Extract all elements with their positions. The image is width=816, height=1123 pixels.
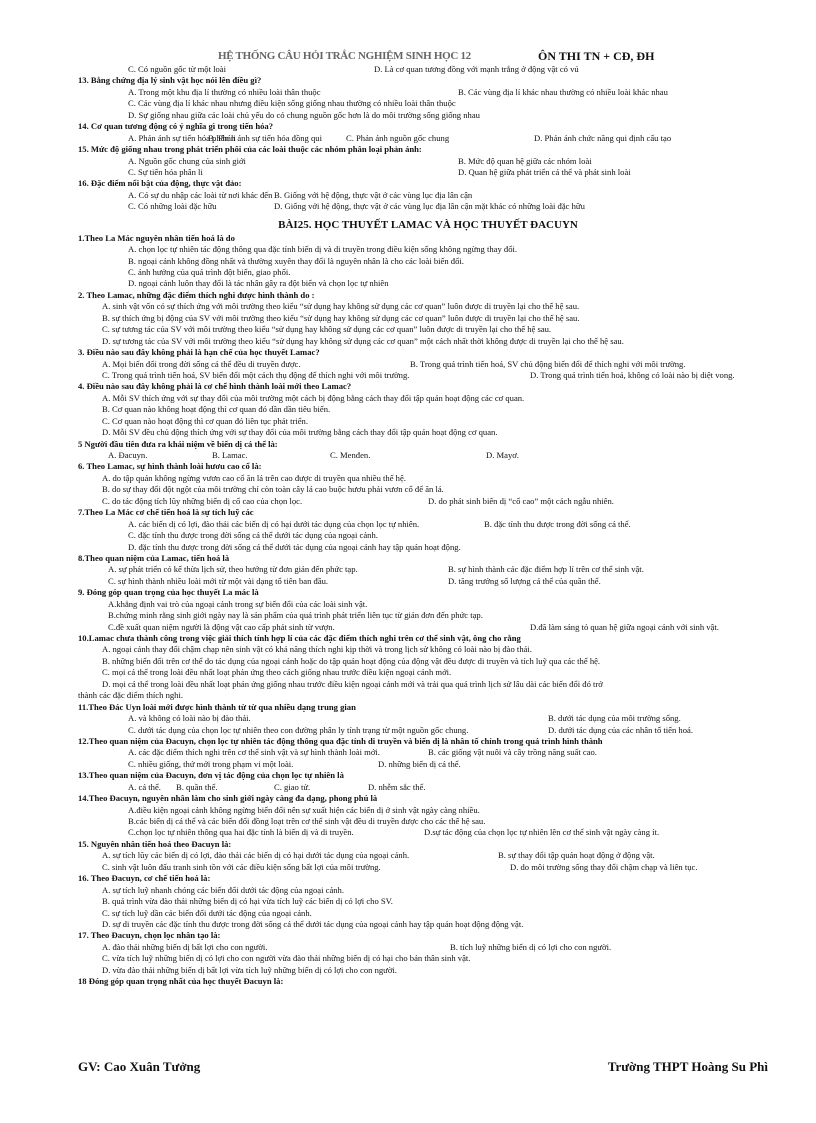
option-d: D. Giống với hệ động, thực vật ở các vùng lục địa lân cận mặt khác có những loài đặc hữu — [274, 201, 585, 212]
option-b: B. quần thể. — [176, 781, 218, 792]
option-b: B. Trong quá trình tiến hoá, SV chủ động biến đổi để thích nghi với môi trường. — [410, 358, 686, 369]
option-d: D.đã làm sáng tỏ quan hệ giữa ngoại cảnh với sinh vật. — [530, 621, 719, 632]
option-b: B. Lamac. — [212, 450, 248, 460]
option-a: A. chọn lọc tự nhiên tác động thông qua đặc tính biến dị và di truyền trong điều kiện sống không ngừng thay đổi. — [128, 244, 518, 255]
option-b: B. ngoại cảnh không đồng nhất và thường xuyên thay đổi là nguyên nhân là cho các loài biến đổi. — [128, 255, 464, 266]
option-c: C. sự hình thành nhiều loài mới từ một vài dạng tổ tiên ban đầu. — [108, 575, 329, 586]
answer-row — [78, 862, 778, 873]
option-b: B. Mức độ quan hệ giữa các nhóm loài — [458, 155, 592, 166]
answer-row — [78, 759, 778, 770]
answer-row — [78, 850, 778, 861]
question: 1.Theo La Mác nguyên nhân tiến hoá là do — [78, 232, 235, 243]
option-c: C. dưới tác dụng của chọn lọc tự nhiên theo con đường phân ly tính trạng từ một nguồn gốc chung. — [128, 724, 469, 735]
option-c: C. Phản ánh nguồn gốc chung — [346, 132, 450, 143]
option-b: B. dưới tác dụng của môi trường sống. — [548, 713, 681, 724]
question: 8.Theo quan niệm của Lamac, tiến hoá là — [78, 552, 230, 563]
answer-row — [78, 519, 778, 530]
option-d: D. mọi cá thể trong loài đều nhất loạt phản ứng giống nhau trước điều kiện ngoại cảnh mới và trải qua quá trình lịch sử lâu dài các biến đổi đó trở — [102, 678, 603, 689]
answer-row — [78, 725, 778, 736]
option-b: B. Giống với hệ động, thực vật ở các vùng lục địa lân cận — [274, 189, 473, 200]
option-d: D. Quan hệ giữa phát triển cá thể và phát sinh loài — [458, 166, 631, 177]
header-title: HỆ THỐNG CÂU HỎI TRẮC NGHIỆM SINH HỌC 12 — [218, 50, 471, 62]
school-name: Trường THPT Hoàng Su Phì — [607, 1059, 768, 1074]
option-d: D.sự tác động của chọn lọc tự nhiên lên cơ thể sinh vật ngày càng ít. — [424, 827, 660, 838]
option-d: D. đặc tính thu được trong đời sống cá thể dưới tác dụng của ngoại cảnh hay tập quán hoạt động. — [128, 541, 461, 552]
option-b: B.các biến dị cá thể và các biến đổi đồng loạt trên cơ thể sinh vật đều di truyền được cho các thế hệ sau. — [128, 816, 486, 826]
option-c: C. Cơ quan nào hoạt động thì cơ quan đó liên tục phát triển. — [102, 415, 308, 426]
option-a: A. sinh vật vốn có sự thích ứng với môi trường theo kiểu “sử dụng hay không sử dụng các cơ quan” luôn được di truyền lại cho thế hệ sau. — [102, 301, 580, 312]
question: 15. Mức độ giống nhau trong phát triển phôi của các loài thuộc các nhóm phân loại phản ánh: — [78, 144, 422, 155]
option-d: D. Phản ánh chức năng qui định cấu tạo — [534, 132, 672, 143]
option-a: A. cá thể. — [128, 781, 161, 792]
answer-row — [78, 782, 778, 793]
answer-row — [78, 450, 778, 461]
option-a: A. ngoại cảnh thay đổi chậm chạp nên sinh vật có khả năng thích nghi kịp thời và trong lịch sử không có loài nào bị đào thải. — [102, 644, 532, 655]
option-a: A. Trong một khu địa lí thường có nhiều loài thân thuộc — [128, 86, 321, 97]
question: 5 Người đầu tiên đưa ra khái niệm về biến dị cá thể là: — [78, 438, 278, 449]
option-b: B. Cơ quan nào không hoạt động thì cơ quan đó dần dần tiêu biến. — [102, 404, 331, 415]
option-d: D. Sự giống nhau giữa các loài chủ yếu do có chung nguồn gốc hơn là do môi trường sống giống nhau — [128, 109, 480, 120]
question: 16. Đặc điểm nổi bật của động, thực vật đảo: — [78, 178, 242, 189]
question: 10.Lamac chưa thành công trong việc giải thích tính hợp lí của các đặc điểm thích nghi trên cơ thể sinh vật, ông cho rằng — [78, 633, 521, 643]
option-a: A. và không có loài nào bị đào thải. — [128, 713, 251, 724]
option-a: A. các đặc điểm thích nghi trên cơ thể sinh vật và sự hình thành loài mới. — [128, 747, 380, 758]
option-c: C. giao tử. — [274, 781, 311, 792]
option-c: C. nhiều giống, thứ mới trong phạm vi một loài. — [128, 758, 294, 769]
option-d-continued: thành các đặc điểm thích nghi. — [78, 690, 183, 701]
option-c: C. sự tương tác của SV với môi trường theo kiểu “sử dụng hay không sử dụng các cơ quan” luôn được di truyền lại cho thế hệ sau. — [102, 324, 552, 335]
option-a: A. Nguồn gốc chung của sinh giới — [128, 155, 246, 166]
option-b: B.chứng minh rằng sinh giới ngày nay là sản phẩm của quá trình phát triển liên tục từ giản đơn đến phức tạp. — [108, 610, 483, 621]
option-b: B. sự hình thành các đặc điểm hợp lí trên cơ thể sinh vật. — [448, 564, 644, 575]
option-c: C. đặc tính thu được trong đời sống cá thể dưới tác dụng của ngoại cảnh. — [128, 530, 378, 541]
option-d: D. dưới tác dụng của các nhân tố tiến hoá. — [548, 724, 693, 735]
answer-row — [78, 496, 778, 507]
answer-row — [78, 942, 778, 953]
option-a: A.điều kiện ngoại cảnh không ngừng biến đổi nên sự xuất hiện các biến dị ở sinh vật ngày càng nhiều. — [128, 804, 480, 815]
option-c: C. ảnh hưởng của quá trình đột biến, giao phối. — [128, 267, 291, 277]
option-c: C. mọi cá thể trong loài đều nhất loạt phản ứng theo cách giống nhau trước điều kiện ngoại cảnh mới. — [102, 667, 452, 678]
answer-row — [78, 156, 778, 167]
option-d: D. Mỗi SV đều chủ động thích ứng với sự thay đổi của môi trường bằng cách thay đổi tập quán hoạt động cơ quan. — [102, 427, 498, 438]
header-exam: ÔN THI TN + CĐ, ĐH — [538, 49, 655, 63]
answer-row — [78, 622, 778, 633]
option-c: C. Các vùng địa lí khác nhau nhưng điều kiện sống giống nhau thường có nhiều loài thân thuộc — [128, 98, 456, 109]
question: 14.Theo Đacuyn, nguyên nhân làm cho sinh giới ngày càng đa dạng, phong phú là — [78, 793, 378, 804]
answer-row — [78, 190, 778, 201]
option-c: C. do tác động tích lũy những biến dị cổ cao của chọn lọc. — [102, 495, 303, 506]
answer-row — [78, 747, 778, 758]
option-a: A. đào thải những biến dị bất lợi cho con người. — [102, 941, 268, 952]
question: 4. Điều nào sau đây không phải là cơ chế hình thành loài mới theo Lamac? — [78, 381, 352, 392]
option-a: A. Mỗi SV thích ứng với sự thay đổi của môi trường một cách bị động bằng cách thay đổi tập quán hoạt động các cơ quan. — [102, 392, 525, 403]
option-b: B. sự thay đổi tập quán hoạt động ở động vật. — [498, 850, 655, 861]
option-a: A. Đacuyn. — [108, 450, 148, 460]
option-d: D. nhễm sắc thể. — [368, 781, 426, 792]
answer-row — [78, 133, 778, 144]
option-b: B. đặc tính thu được trong đời sống cá thể. — [484, 518, 631, 529]
document-content — [78, 64, 778, 988]
option-d: D. những biến dị cá thể. — [378, 758, 461, 769]
option-d: D. ngoại cảnh luôn thay đổi là tác nhân gây ra đột biến và chọn lọc tự nhiên — [128, 278, 389, 289]
option-c: C. Menđen. — [330, 450, 371, 460]
option-d: D. sự di truyền các đặc tính thu được trong đời sống cá thể dưới tác dụng của ngoại cảnh hay tập quán hoạt động động vật. — [102, 918, 524, 929]
question: 13. Bằng chứng địa lý sinh vật học nói lên điều gì? — [78, 75, 262, 86]
teacher-name: GV: Cao Xuân Tưởng — [78, 1059, 201, 1074]
option-a: A. các biến dị có lợi, đào thải các biến dị có hại dưới tác dụng của chọn lọc tự nhiên. — [128, 518, 420, 529]
answer-row — [78, 64, 778, 75]
option-b: B. Phản ánh sự tiến hóa đồng qui — [208, 132, 322, 143]
question: 7.Theo La Mác cơ chế tiến hoá là sự tích luỹ các — [78, 507, 254, 518]
option-c: C. sự tích luỹ dần các biến đổi dưới tác động của ngoại cảnh. — [102, 907, 312, 918]
option-d: D. tăng trưởng số lượng cá thể của quần thể. — [448, 575, 601, 586]
question: 13.Theo quan niệm của Đacuyn, đơn vị tác động của chọn lọc tự nhiên là — [78, 770, 344, 781]
question: 16. Theo Đacuyn, cơ chế tiến hoá là: — [78, 873, 211, 884]
question: 17. Theo Đacuyn, chọn lọc nhân tạo là: — [78, 930, 221, 941]
option-a: A. do tập quán không ngừng vươn cao cổ ăn lá trên cao được di truyền qua nhiều thế hệ. — [102, 472, 406, 483]
option-a: A. Phản ánh sự tiến hóa phân li — [128, 132, 236, 143]
option-a: A. Có sự du nhập các loài từ nơi khác đến — [128, 189, 273, 200]
option-c: C.chọn lọc tự nhiên thông qua hai đặc tính là biến dị và di truyền. — [128, 827, 354, 838]
page-header — [0, 50, 816, 64]
answer-row — [78, 167, 778, 178]
question: 11.Theo Đác Uyn loài mới được hình thành từ từ qua nhiều dạng trung gian — [78, 701, 356, 712]
option-d: D. vừa đào thải những biến dị bất lợi vừa tích luỹ những biến dị có lợi cho con người. — [102, 964, 397, 975]
option-d: D. Là cơ quan tương đồng với mạnh trắng ở động vật có vú — [374, 64, 579, 74]
answer-row — [78, 827, 778, 838]
option-c: C. sinh vật luôn đấu tranh sinh tồn với các điều kiện sống bất lợi của môi trường. — [102, 861, 381, 872]
question: 14. Cơ quan tương động có ý nghĩa gì trong tiến hóa? — [78, 121, 274, 132]
option-b: B. do sự thay đổi đột ngột của môi trường chỉ còn toàn cây lá cao buộc hươu phải vươn cổ để ăn lá. — [102, 484, 444, 495]
option-c: C. Có những loài đặc hữu — [128, 201, 217, 212]
option-c: C. vừa tích luỹ những biến dị có lợi cho con người vừa đào thải những biến dị có hại cho bản thân sinh vật. — [102, 953, 471, 964]
option-c: C. Trong quá trình tiến hoá, SV biến đổi một cách thụ động để thích nghi với môi trường. — [102, 369, 410, 380]
option-d: D. Trong quá trình tiến hoá, không có loài nào bị diệt vong. — [530, 369, 735, 380]
option-b: B. quá trình vừa đào thải những biến dị có hại vừa tích luỹ các biến dị có lợi cho SV. — [102, 896, 393, 907]
option-b: B. sự thích ứng bị động của SV với môi trường theo kiểu “sử dụng hay không sử dụng các cơ quan” luôn được di truyền lại cho thế hệ sau. — [102, 312, 580, 323]
option-c: C. Sự tiến hóa phân li — [128, 166, 203, 177]
answer-row — [78, 564, 778, 575]
option-a: A. Mọi biến đổi trong đời sống cá thể đều di truyền được. — [102, 358, 301, 369]
option-d: D. do phát sinh biến dị “cổ cao” một cách ngẫu nhiên. — [428, 495, 614, 506]
question: 2. Theo Lamac, những đặc điểm thích nghi được hình thành do : — [78, 289, 315, 300]
answer-row — [78, 576, 778, 587]
question: 15. Nguyên nhân tiến hoá theo Đacuyn là: — [78, 838, 232, 849]
answer-row — [78, 713, 778, 724]
option-a: A. sự tích lũy các biến dị có lợi, đào thải các biến dị có hại dưới tác dụng của ngoại cảnh. — [102, 850, 410, 861]
question: 12.Theo quan niệm của Đacuyn, chọn lọc tự nhiên tác động thông qua đặc tính di truyền và biến dị là nhân tố chính trong quá trình hình thành — [78, 735, 603, 746]
question: 6. Theo Lamac, sự hình thành loài hươu cao cổ là: — [78, 461, 262, 472]
option-b: B. các giống vật nuôi và cây trồng năng suất cao. — [428, 747, 597, 758]
option-c: C.đề xuất quan niệm người là động vật cao cấp phát sinh từ vượn. — [108, 621, 335, 632]
option-a: A.khẳng định vai trò của ngoại cảnh trong sự biến đổi của các loài sinh vật. — [108, 598, 368, 609]
option-d: D. do môi trường sống thay đổi chậm chạp và liên tục. — [510, 861, 698, 872]
option-b: B. những biến đổi trên cơ thể do tác dụng của ngoại cảnh hoặc do tập quán hoạt động của động vật đều được di truyền và tích luỹ qua các thế hệ. — [102, 655, 601, 666]
question: 18 Đóng góp quan trọng nhất của học thuyết Đacuyn là: — [78, 976, 284, 987]
option-b: B. tích luỹ những biến dị có lợi cho con người. — [450, 941, 612, 952]
lesson-title: BÀI25. HỌC THUYẾT LAMAC VÀ HỌC THUYẾT ĐACUYN — [278, 218, 578, 231]
answer-row — [78, 201, 778, 212]
option-c: C. Có nguồn gốc từ một loài — [128, 64, 226, 74]
answer-row — [78, 359, 778, 370]
option-a: A. sự tích luỹ nhanh chóng các biến đổi dưới tác động của ngoại cảnh. — [102, 884, 345, 895]
option-d: D. sự tương tác của SV với môi trường theo kiểu “sử dụng hay không sử dụng các cơ quan” một cách nhất thời không được di truyền lại cho thế hệ sau. — [102, 335, 624, 346]
question: 9. Đóng góp quan trọng của học thuyết La mác là — [78, 587, 259, 598]
option-a: A. sự phát triển có kế thừa lịch sử, theo hướng từ đơn giản đến phức tạp. — [108, 564, 358, 575]
question: 3. Điều nào sau đây không phải là hạn chế của học thuyết Lamac? — [78, 347, 320, 358]
option-b: B. Các vùng địa lí khác nhau thường có nhiều loài khác nhau — [458, 86, 668, 97]
option-d: D. Mayơ. — [486, 450, 519, 460]
answer-row — [78, 87, 778, 98]
answer-row — [78, 370, 778, 381]
